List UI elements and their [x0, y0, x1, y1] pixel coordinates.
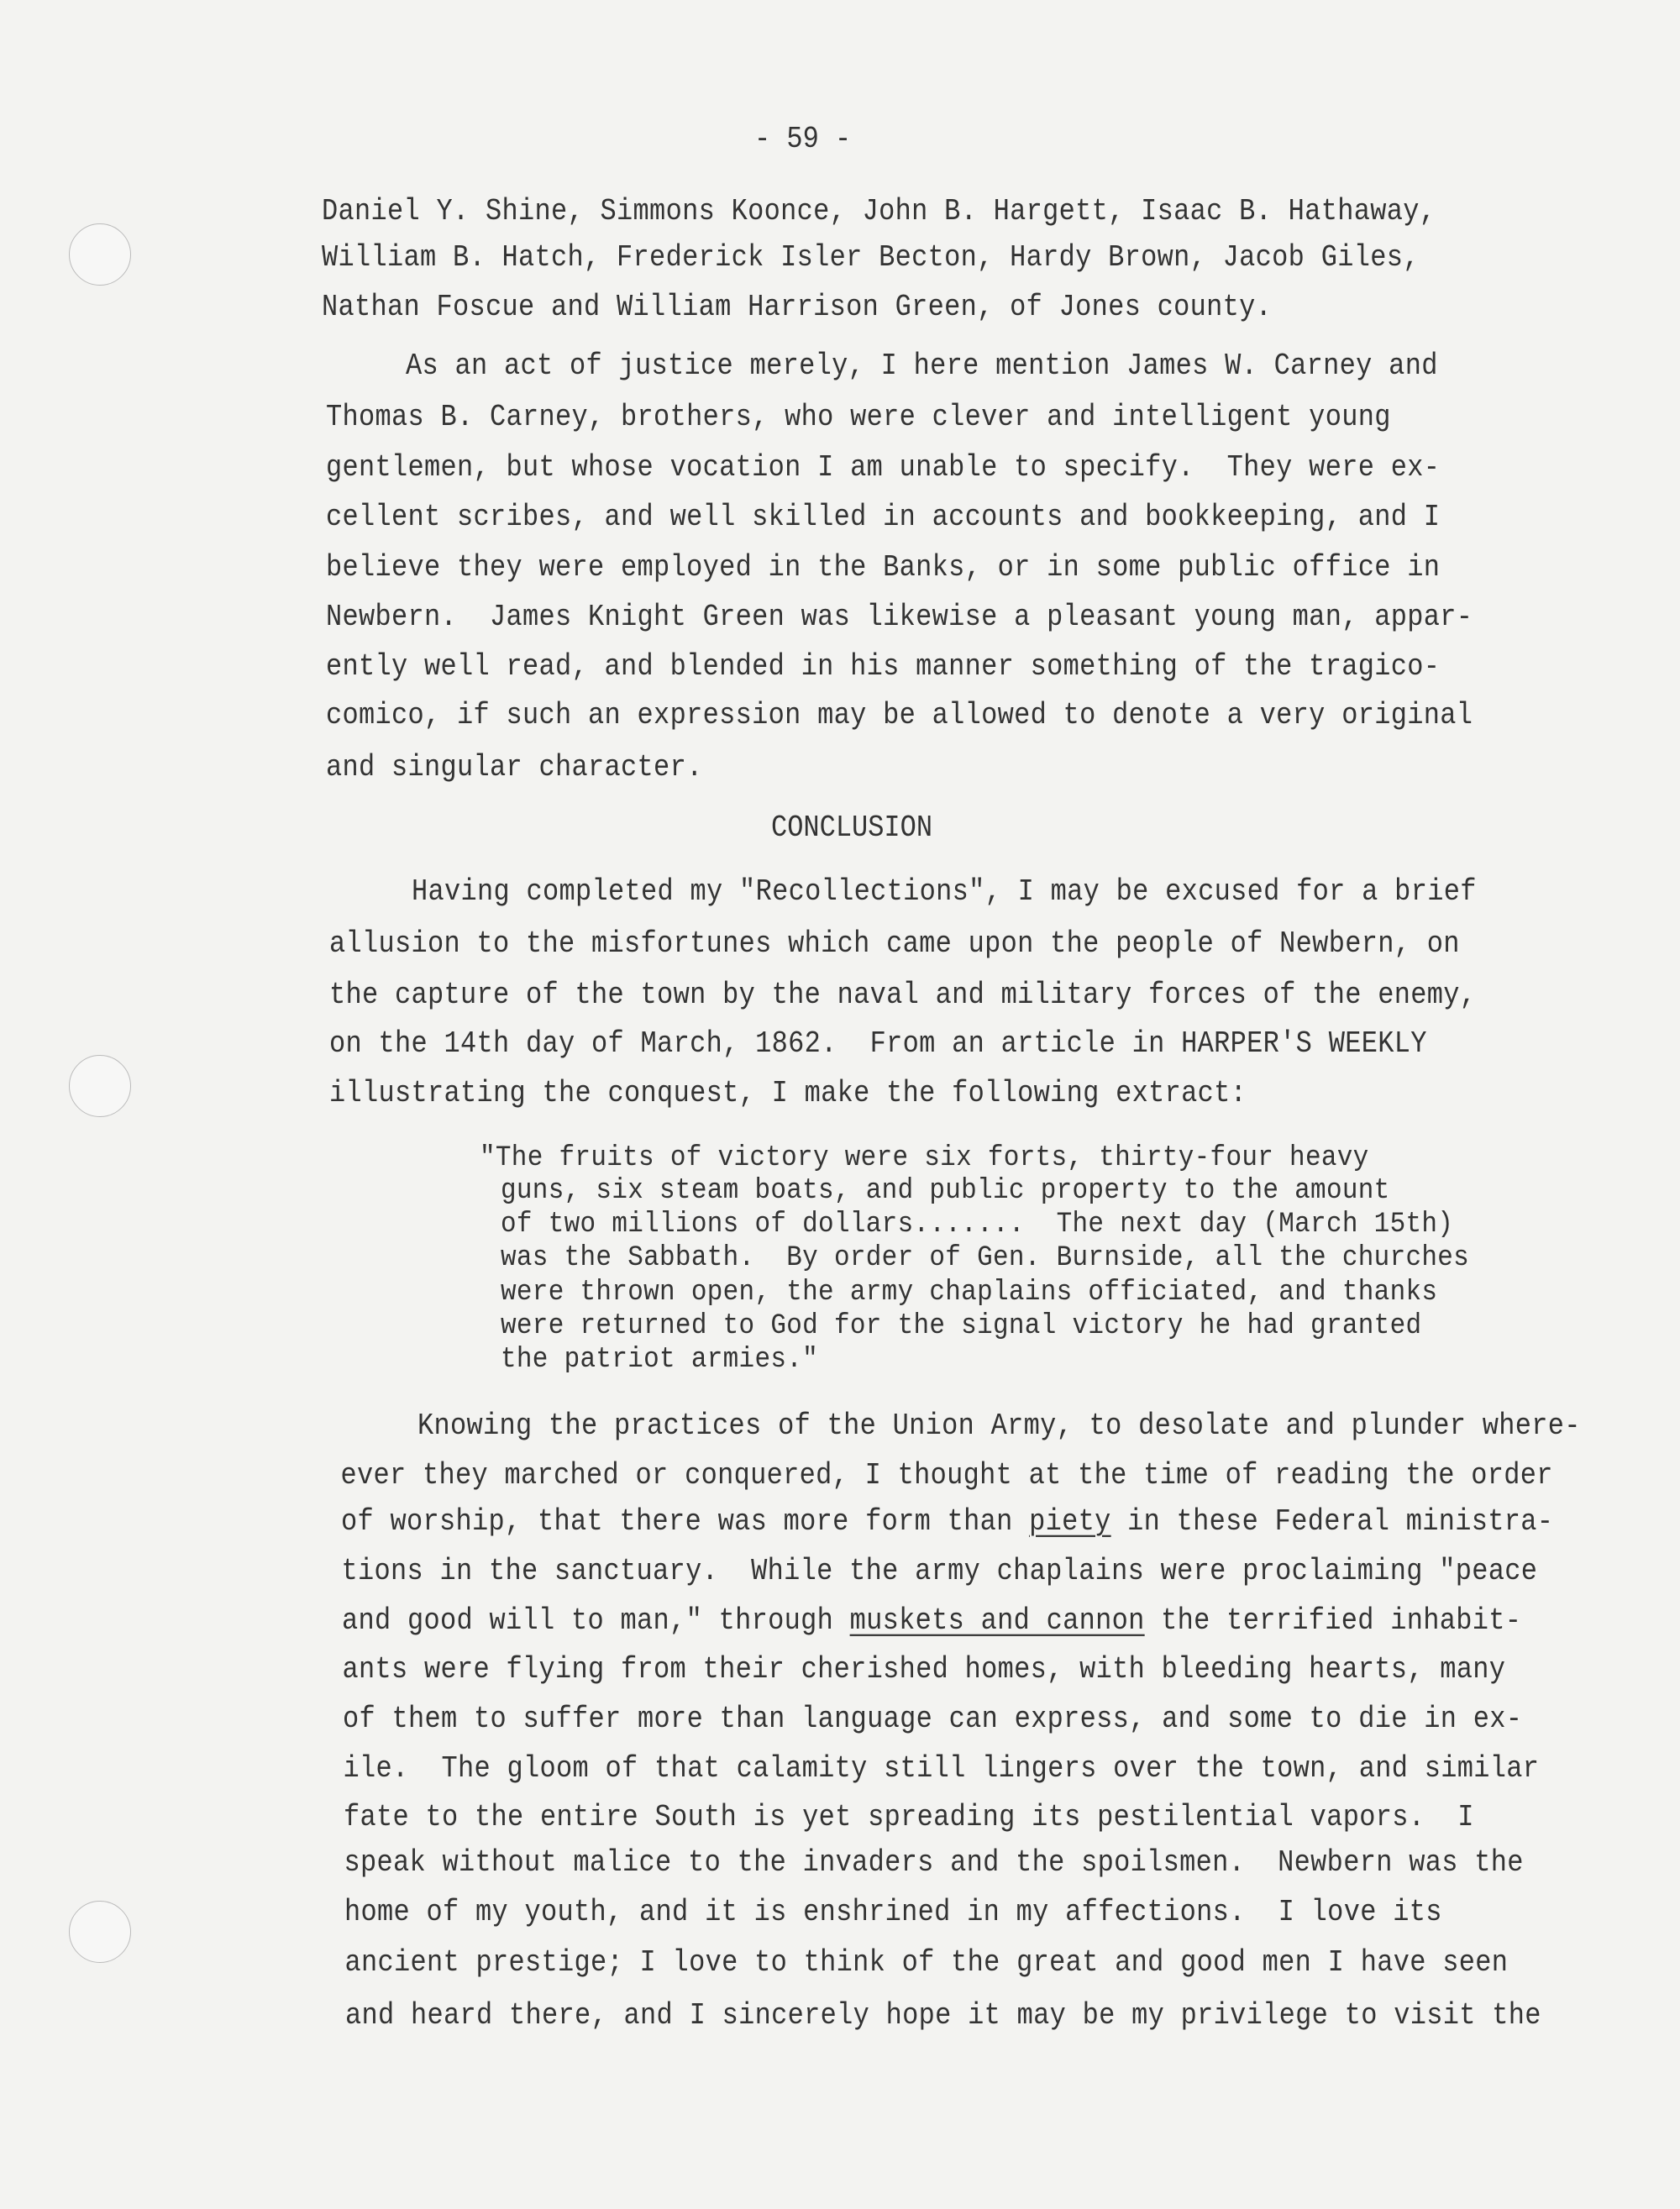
text-line: ancient prestige; I love to think of the great and good men I have seen: [344, 1944, 1509, 1981]
quote-line: were returned to God for the signal victory he had granted: [501, 1309, 1422, 1343]
page-number: - 59 -: [754, 121, 852, 157]
text-line: [342, 1603, 1521, 1640]
text-line: Knowing the practices of the Union Army, to desolate and plunder where-: [417, 1408, 1581, 1444]
text-line: and singular character.: [326, 749, 703, 785]
quote-line: were thrown open, the army chaplains officiated, and thanks: [501, 1275, 1438, 1309]
text-line: ants were flying from their cherished homes, with bleeding hearts, many: [342, 1651, 1506, 1687]
text-line: the capture of the town by the naval and military forces of the enemy,: [329, 977, 1477, 1013]
text-line: tions in the sanctuary. While the army chaplains were proclaiming "peace: [341, 1553, 1538, 1589]
text-line: comico, if such an expression may be allowed to denote a very original: [326, 697, 1473, 733]
underlined-text: piety: [1029, 1503, 1111, 1540]
quote-line: guns, six steam boats, and public property to the amount: [501, 1173, 1390, 1208]
underlined-text: muskets and cannon: [849, 1603, 1145, 1639]
text-line: allusion to the misfortunes which came upon the people of Newbern, on: [329, 926, 1460, 962]
text-line: ile. The gloom of that calamity still lingers over the town, and similar: [343, 1750, 1540, 1787]
text-span: of worship, that there was more form than: [341, 1503, 1030, 1540]
text-line: Having completed my "Recollections", I may be excused for a brief: [412, 874, 1477, 910]
text-line: home of my youth, and it is enshrined in my affections. I love its: [344, 1894, 1442, 1930]
quote-line: the patriot armies.": [501, 1342, 819, 1377]
text-line: cellent scribes, and well skilled in accounts and bookkeeping, and I: [326, 499, 1441, 535]
text-span: and good will to man," through: [342, 1603, 850, 1639]
text-line: Nathan Foscue and William Harrison Green, of Jones county.: [322, 289, 1273, 325]
text-line: believe they were employed in the Banks, or in some public office in: [326, 549, 1441, 585]
section-heading: CONCLUSION: [771, 810, 933, 846]
text-line: illustrating the conquest, I make the following extract:: [329, 1075, 1247, 1111]
quote-line: "The fruits of victory were six forts, thirty-four heavy: [480, 1141, 1369, 1175]
text-line: and heard there, and I sincerely hope it may be my privilege to visit the: [345, 1997, 1541, 2033]
text-line: ently well read, and blended in his manner something of the tragico-: [326, 648, 1441, 685]
punch-hole: [69, 1901, 131, 1963]
text-line: As an act of justice merely, I here mention James W. Carney and: [406, 348, 1438, 384]
quote-line: of two millions of dollars....... The next day (March 15th): [501, 1207, 1454, 1241]
text-line: [341, 1503, 1553, 1541]
text-line: William B. Hatch, Frederick Isler Becton, Hardy Brown, Jacob Giles,: [322, 239, 1420, 275]
text-line: ever they marched or conquered, I thought at the time of reading the order: [340, 1457, 1553, 1493]
text-line: Daniel Y. Shine, Simmons Koonce, John B. Hargett, Isaac B. Hathaway,: [322, 193, 1436, 229]
text-line: Thomas B. Carney, brothers, who were clever and intelligent young: [326, 399, 1391, 435]
text-span: in these Federal ministra-: [1110, 1503, 1554, 1540]
text-line: on the 14th day of March, 1862. From an article in HARPER'S WEEKLY: [329, 1026, 1427, 1062]
text-line: gentlemen, but whose vocation I am unable to specify. They were ex-: [326, 449, 1441, 485]
punch-hole: [69, 1055, 131, 1117]
text-span: the terrified inhabit-: [1144, 1603, 1522, 1639]
quote-line: was the Sabbath. By order of Gen. Burnside, all the churches: [501, 1241, 1470, 1275]
punch-hole: [69, 223, 131, 286]
text-line: speak without malice to the invaders and the spoilsmen. Newbern was the: [344, 1844, 1524, 1881]
text-line: Newbern. James Knight Green was likewise a pleasant young man, appar-: [326, 599, 1473, 635]
text-line: fate to the entire South is yet spreading its pestilential vapors. I: [344, 1799, 1474, 1835]
text-line: of them to suffer more than language can express, and some to die in ex-: [343, 1701, 1523, 1737]
